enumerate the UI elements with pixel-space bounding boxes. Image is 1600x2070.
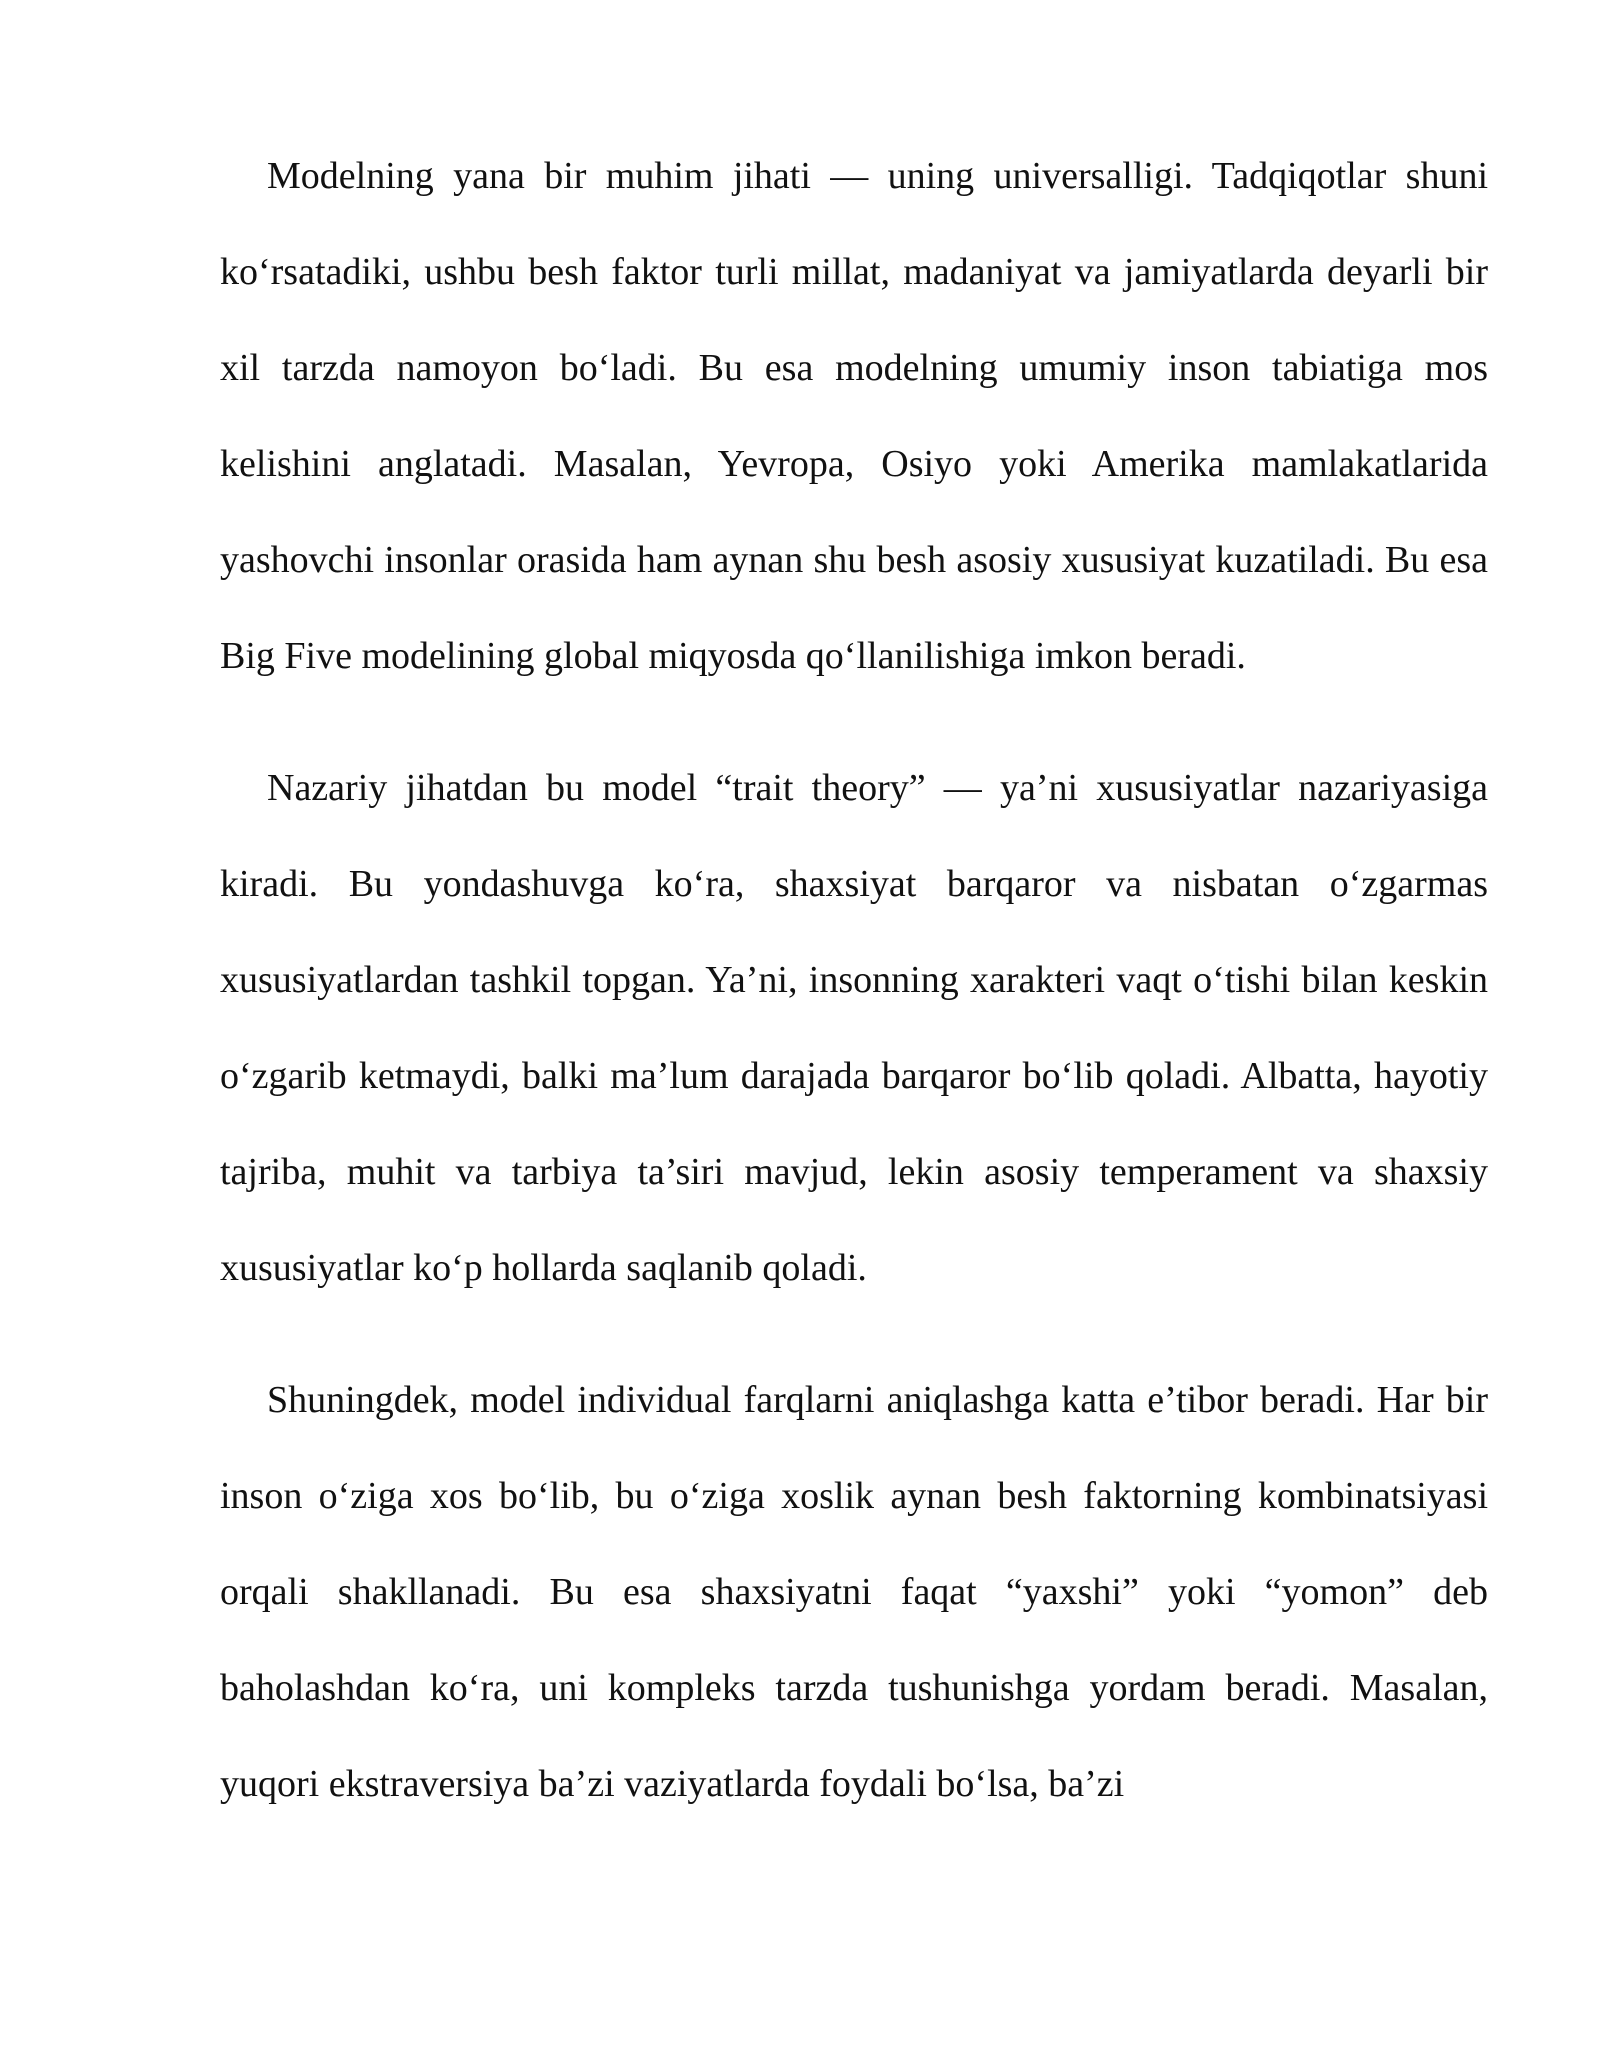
paragraph-individual-differences: Shuningdek, model individual farqlarni aniqlashga katta e’tibor beradi. Har bir inson o‘ziga xos bo‘lib, bu o‘ziga xoslik aynan besh faktorning kombinatsiyasi orqali shakllanadi. Bu esa shaxsiyatni faqat “yaxshi” yoki “yomon” deb baholashdan ko‘ra, uni kompleks tarzda tushunishga yordam beradi. Masalan, yuqori ekstraversiya ba’zi vaziyatlarda foydali bo‘lsa, ba’zi xyxy=(220,1379,1488,1805)
paragraph-universality: Modelning yana bir muhim jihati — uning universalligi. Tadqiqotlar shuni ko‘rsatadiki, ushbu besh faktor turli millat, madaniyat va jamiyatlarda deyarli bir xil tarzda namoyon bo‘ladi. Bu esa modelning umumiy inson tabiatiga mos kelishini anglatadi. Masalan, Yevropa, Osiyo yoki Amerika mamlakatlarida yashovchi insonlar orasida ham aynan shu besh asosiy xususiyat kuzatiladi. Bu esa Big Five modelining global miqyosda qo‘llanilishiga imkon beradi. xyxy=(220,155,1488,677)
paragraph-trait-theory: Nazariy jihatdan bu model “trait theory” — ya’ni xususiyatlar nazariyasiga kiradi. Bu yondashuvga ko‘ra, shaxsiyat barqaror va nisbatan o‘zgarmas xususiyatlardan tashkil topgan. Ya’ni, insonning xarakteri vaqt o‘tishi bilan keskin o‘zgarib ketmaydi, balki ma’lum darajada barqaror bo‘lib qoladi. Albatta, hayotiy tajriba, muhit va tarbiya ta’siri mavjud, lekin asosiy temperament va shaxsiy xususiyatlar ko‘p hollarda saqlanib qoladi. xyxy=(220,767,1488,1289)
